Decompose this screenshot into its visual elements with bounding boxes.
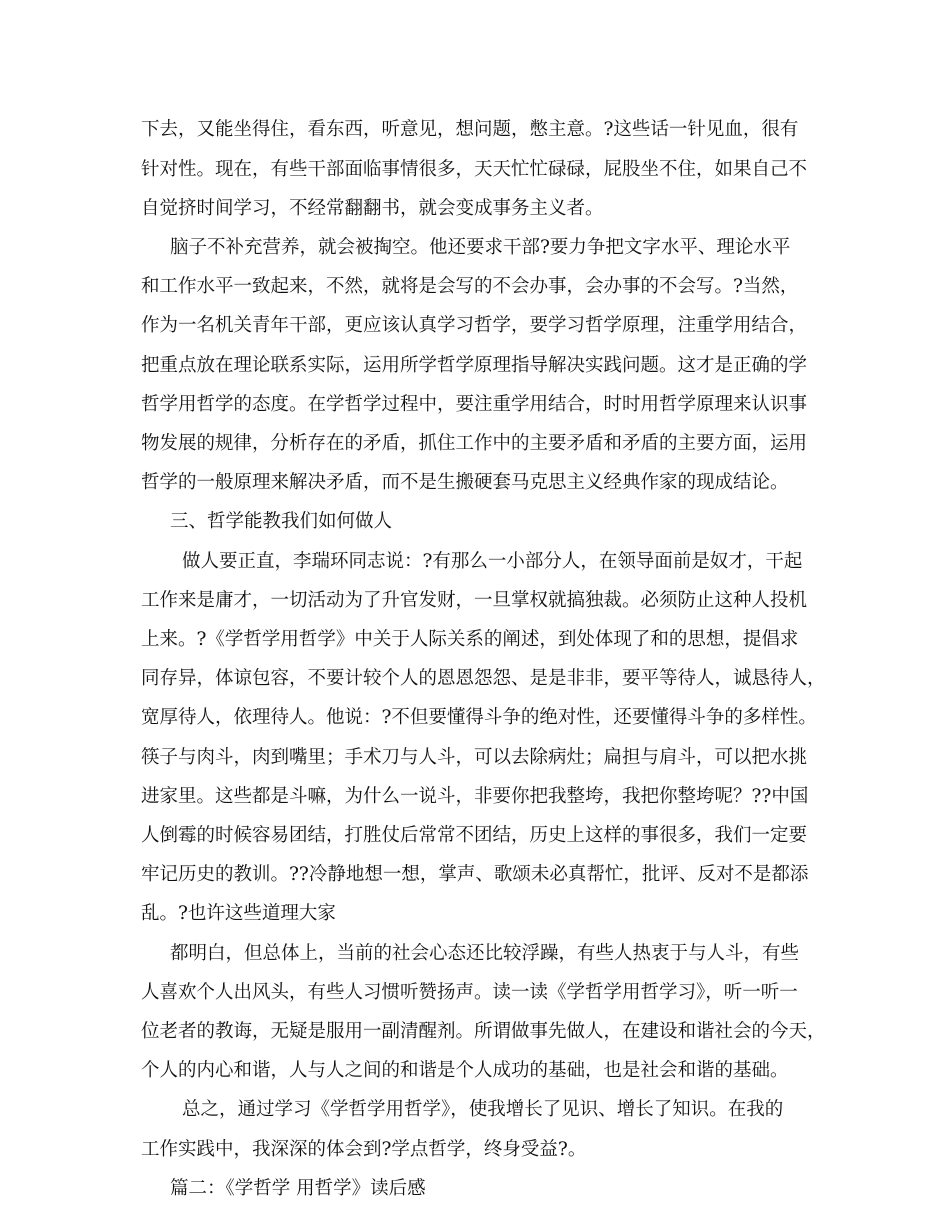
text-line: 哲学用哲学的态度。在学哲学过程中，要注重学用结合，时时用哲学原理来认识事 — [141, 394, 808, 415]
text-line: 自觉挤时间学习，不经常翻翻书，就会变成事务主义者。 — [141, 198, 604, 219]
text-line: 人喜欢个人出风头，有些人习惯听赞扬声。读一读《学哲学用哲学习》，听一听一 — [141, 982, 798, 1003]
text-line: 牢记历史的教训。??冷静地想一想，掌声、歌颂未必真帮忙，批评、反对不是都添 — [141, 864, 809, 885]
text-line: 工作实践中，我深深的体会到?学点哲学，终身受益?。 — [141, 1139, 587, 1160]
text-line: 下去，又能坐得住，看东西，听意见，想问题，憋主意。?这些话一针见血，很有 — [141, 119, 799, 140]
text-line: 物发展的规律，分析存在的矛盾，抓住工作中的主要矛盾和矛盾的主要方面，运用 — [141, 433, 808, 454]
text-line: 作为一名机关青年干部，更应该认真学习哲学，要学习哲学原理，注重学用结合， — [141, 315, 808, 336]
text-line: 进家里。这些都是斗嘛，为什么一说斗，非要你把我整垮，我把你整垮呢？??中国 — [141, 786, 809, 807]
text-line: 把重点放在理论联系实际，运用所学哲学原理指导解决实践问题。这才是正确的学 — [141, 355, 808, 376]
section-heading: 篇二：《学哲学 用哲学》读后感 — [170, 1178, 426, 1199]
text-line: 位老者的教诲，无疑是服用一副清醒剂。所谓做事先做人，在建设和谐社会的今天， — [141, 1021, 826, 1042]
text-line: 总之，通过学习《学哲学用哲学》，使我增长了见识、增长了知识。在我的 — [182, 1099, 784, 1120]
text-line: 筷子与肉斗，肉到嘴里；手术刀与人斗，可以去除病灶；扁担与肩斗，可以把水挑 — [141, 747, 808, 768]
text-line: 做人要正直，李瑞环同志说：?有那么一小部分人，在领导面前是奴才，干起 — [182, 551, 803, 572]
section-heading: 三、哲学能教我们如何做人 — [170, 511, 393, 532]
text-line: 脑子不补充营养，就会被掏空。他还要求干部?要力争把文字水平、理论水平 — [170, 237, 791, 258]
text-line: 和工作水平一致起来，不然，就将是会写的不会办事，会办事的不会写。?当然， — [141, 276, 799, 297]
text-line: 都明白，但总体上，当前的社会心态还比较浮躁，有些人热衷于与人斗，有些 — [170, 943, 800, 964]
text-line: 哲学的一般原理来解决矛盾，而不是生搬硬套马克思主义经典作家的现成结论。 — [141, 472, 789, 493]
text-line: 同存异，体谅包容，不要计较个人的恩恩怨怨、是是非非，要平等待人，诚恳待人， — [141, 668, 826, 689]
text-line: 针对性。现在，有些干部面临事情很多，天天忙忙碌碌，屁股坐不住，如果自己不 — [141, 159, 808, 180]
text-line: 乱。?也许这些道理大家 — [141, 903, 336, 924]
text-line: 人倒霉的时候容易团结，打胜仗后常常不团结，历史上这样的事很多，我们一定要 — [141, 825, 808, 846]
text-line: 宽厚待人，依理待人。他说：?不但要懂得斗争的绝对性，还要懂得斗争的多样性。 — [141, 707, 817, 728]
text-line: 个人的内心和谐，人与人之间的和谐是个人成功的基础，也是社会和谐的基础。 — [141, 1060, 789, 1081]
text-line: 工作来是庸才，一切活动为了升官发财，一旦掌权就搞独裁。必须防止这种人投机 — [141, 590, 808, 611]
text-line: 上来。?《学哲学用哲学》中关于人际关系的阐述，到处体现了和的思想，提倡求 — [141, 629, 799, 650]
